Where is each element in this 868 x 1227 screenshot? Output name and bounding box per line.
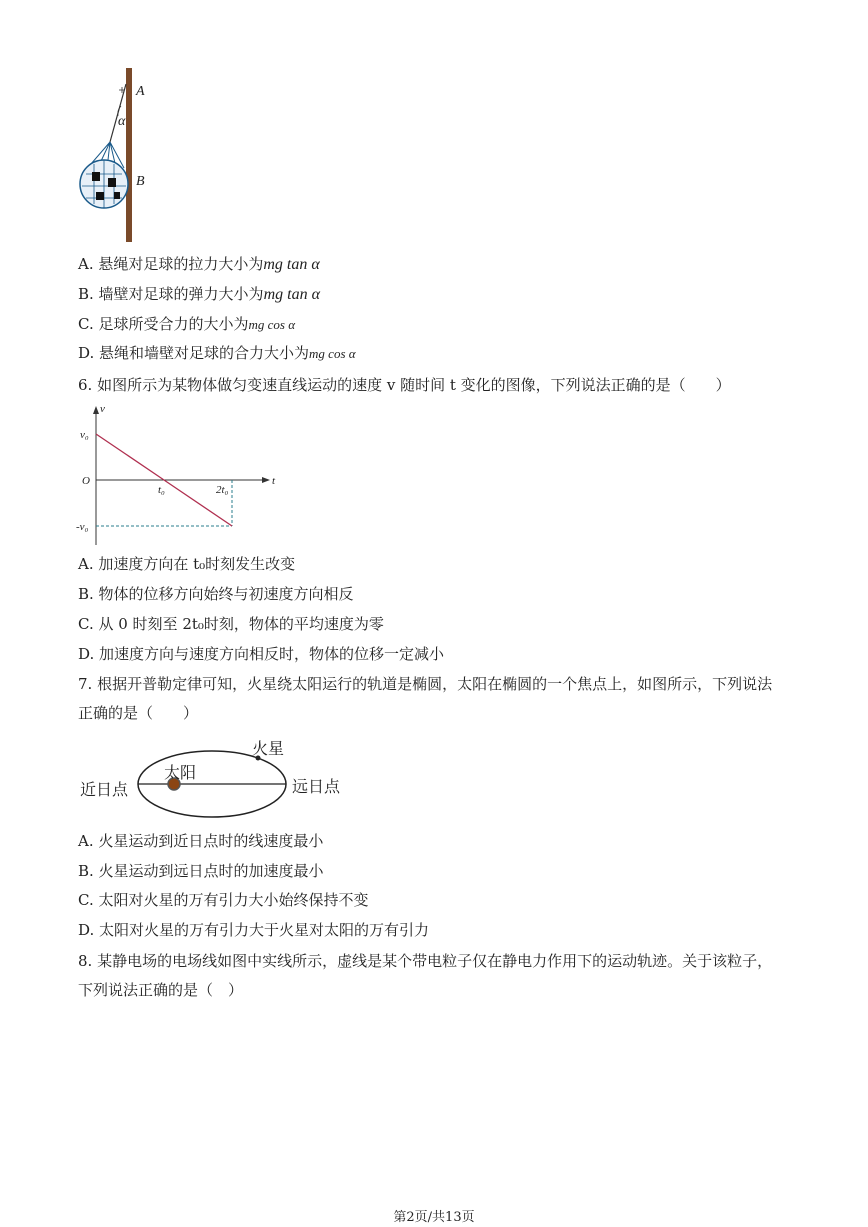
q7-option-c: C. 太阳对火星的万有引力大小始终保持不变 [78,891,369,909]
q6-option-a: A. 加速度方向在 t₀时刻发生改变 [78,555,296,573]
q7-option-d: D. 太阳对火星的万有引力大于火星对太阳的万有引力 [78,921,430,939]
q7-option-b: B. 火星运动到远日点时的加速度最小 [78,862,324,880]
x-axis-arrow [262,477,270,483]
q6-stem: 6. 如图所示为某物体做匀变速直线运动的速度 v 随时间 t 变化的图像，下列说法正确的是（ ） [78,376,731,394]
q5-option-d: D. 悬绳和墙壁对足球的合力大小为mg cos α [78,344,356,362]
ball-wall-figure [74,64,164,246]
q5-option-c: C. 足球所受合力的大小为mg cos α [78,315,296,333]
q5-option-a: A. 悬绳对足球的拉力大小为mg tan α [78,255,320,273]
y-tick-v0: v₀ [80,429,89,441]
origin-label: O [82,475,90,487]
label-A: A [136,84,145,99]
q6-option-c: C. 从 0 时刻至 2t₀时刻，物体的平均速度为零 [78,615,384,633]
perihelion-label: 近日点 [80,780,129,799]
q6-option-b: B. 物体的位移方向始终与初速度方向相反 [78,585,354,603]
wall [126,68,132,242]
q7-stem-line2: 正确的是（ ） [78,704,199,722]
vt-graph [76,400,286,550]
sun-label: 太阳 [164,763,197,782]
aphelion-label: 远日点 [292,777,341,796]
q8-stem-line1: 8. 某静电场的电场线如图中实线所示，虚线是某个带电粒子仅在静电力作用下的运动轨迹。关于该粒子， [78,952,773,970]
y-tick-neg-v0: -v₀ [76,521,89,533]
page-footer: 第2页/共13页 [393,1210,475,1225]
q6-option-d: D. 加速度方向与速度方向相反时，物体的位移一定减小 [78,645,445,663]
y-axis-label: v [100,403,105,415]
q5-option-b: B. 墙壁对足球的弹力大小为mg tan α [78,285,320,303]
y-axis-arrow [93,406,99,414]
q8-stem-line2: 下列说法正确的是（ ） [78,981,244,999]
x-tick-t0: t₀ [158,484,165,496]
q7-option-a: A. 火星运动到近日点时的线速度最小 [78,832,324,850]
x-tick-2t0: 2t₀ [216,484,229,496]
label-alpha: α [118,114,126,129]
q7-stem-line1: 7. 根据开普勒定律可知，火星绕太阳运行的轨道是椭圆，太阳在椭圆的一个焦点上，如图所示，下列说法 [78,675,773,693]
mars-label: 火星 [252,739,285,758]
x-axis-label: t [272,475,276,487]
label-B: B [136,174,145,189]
